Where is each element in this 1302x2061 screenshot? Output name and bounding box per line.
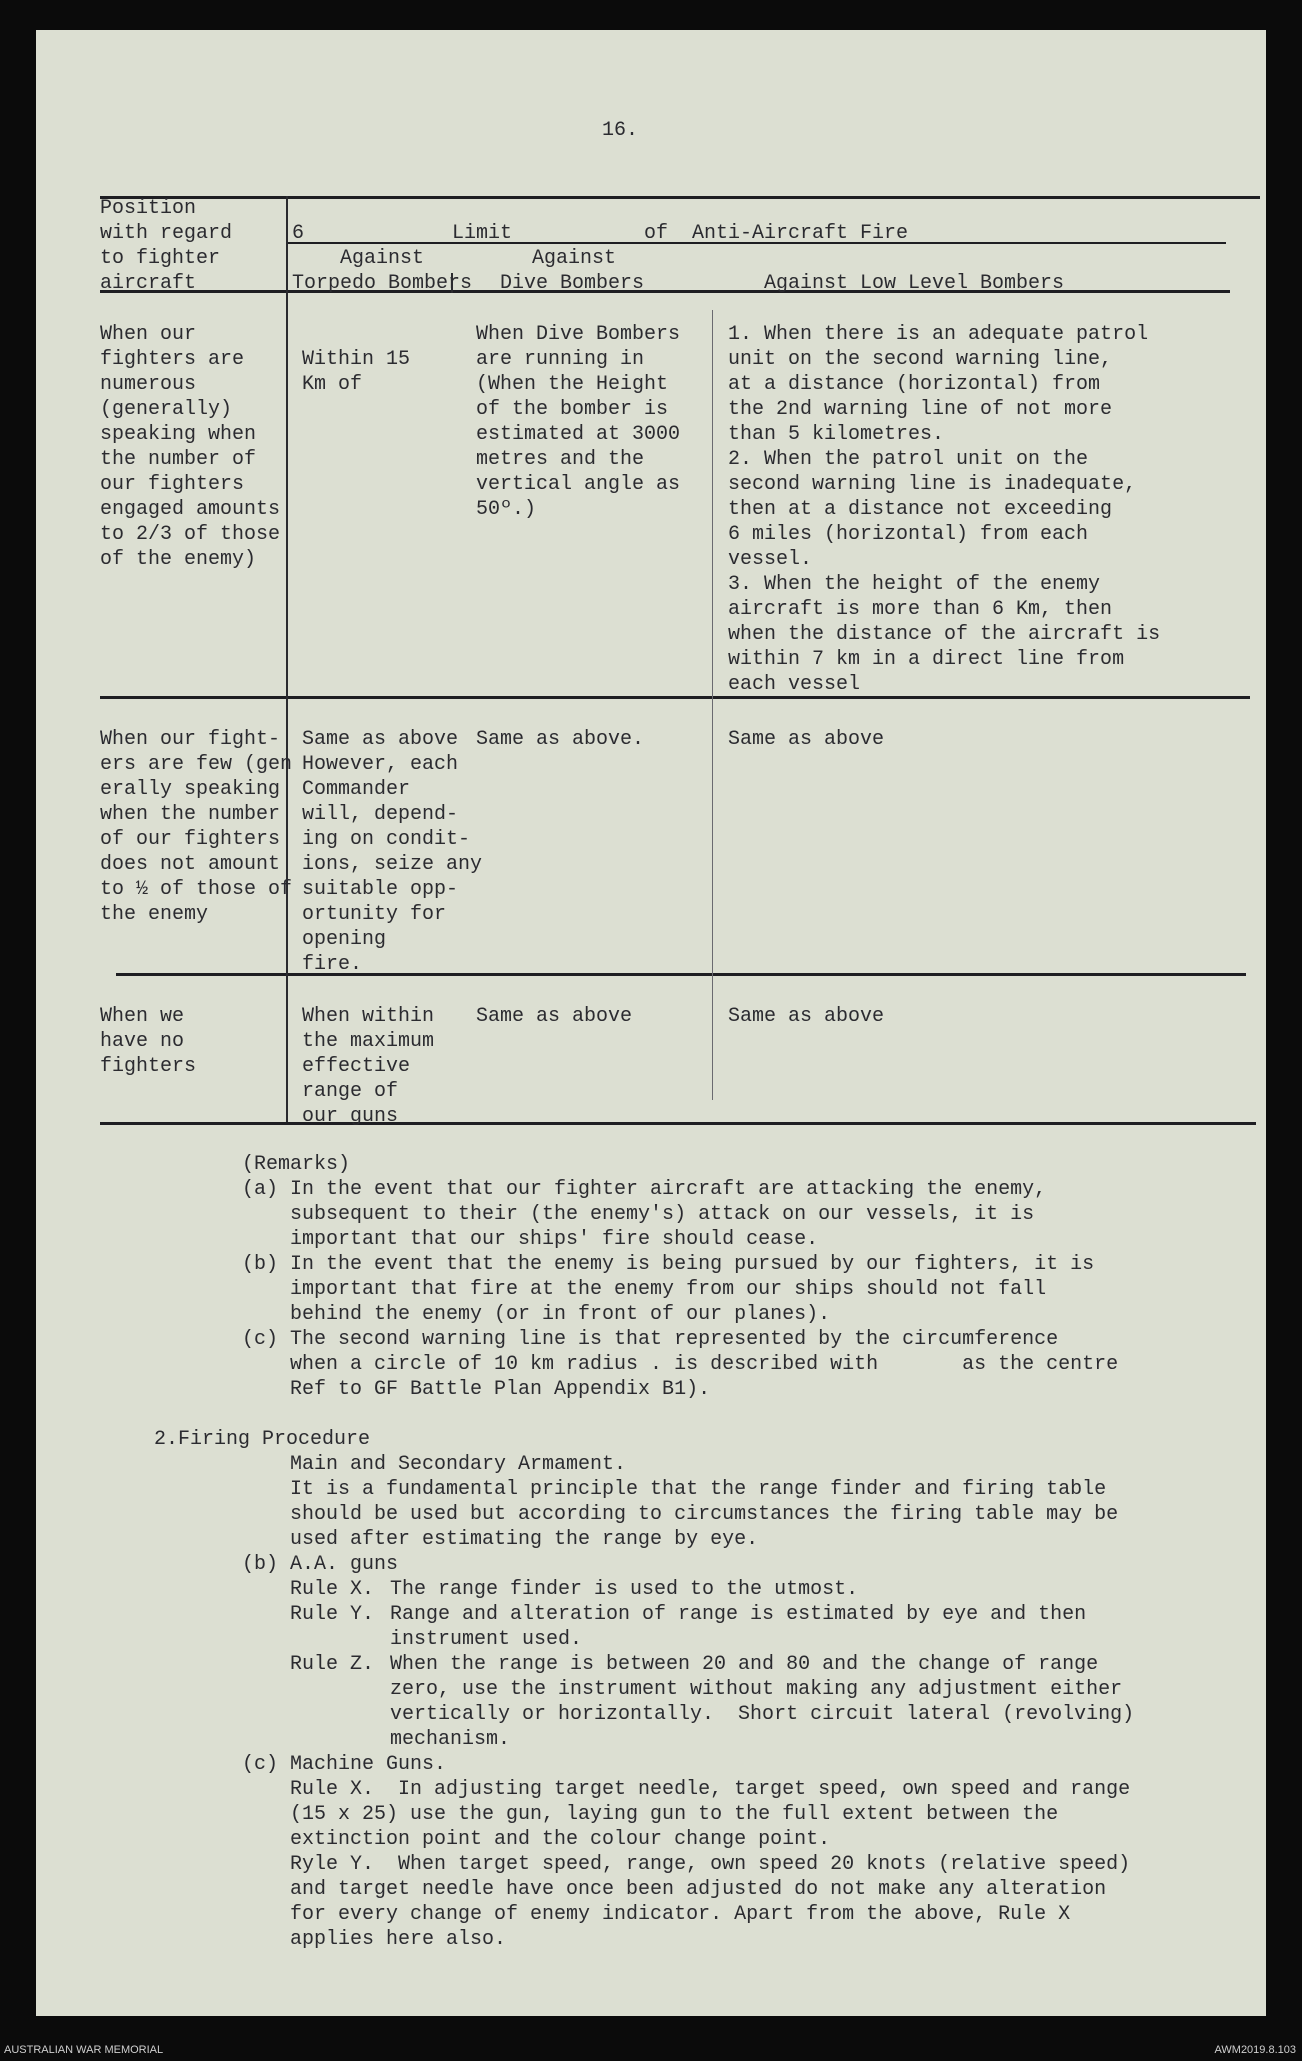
rule-label: Rule Y. xyxy=(290,1603,375,1626)
remark-line: subsequent to their (the enemy's) attack on our vessels, it is xyxy=(290,1203,1035,1226)
row2-col2-line: suitable opp- xyxy=(302,878,459,901)
row2-col2-line: ortunity for xyxy=(302,903,447,926)
row2-col1-line: of our fighters xyxy=(100,828,281,851)
row2-col1-line: the enemy xyxy=(100,903,209,926)
row1-col1-line: to 2/3 of those xyxy=(100,523,281,546)
header-title-anti-aircraft: of Anti-Aircraft Fire xyxy=(644,222,909,245)
main-line: It is a fundamental principle that the range finder and firing table xyxy=(290,1478,1107,1501)
row1-col3-line: (When the Height xyxy=(476,373,669,396)
rule-line: The range finder is used to the utmost. xyxy=(390,1578,859,1601)
row2-col3-line: Same as above. xyxy=(476,728,645,751)
row1-col4-line: each vessel xyxy=(728,673,861,696)
row1-col2-line: Within 15 xyxy=(302,348,411,371)
rule-line: instrument used. xyxy=(390,1628,583,1651)
remarks-heading: (Remarks) xyxy=(242,1153,351,1176)
mg-line: and target needle have once been adjusted do not make any alteration xyxy=(290,1878,1107,1901)
row2-col2-line: Commander xyxy=(302,778,411,801)
aa-title: A.A. guns xyxy=(290,1553,399,1576)
table-bottom-rule xyxy=(100,1122,1256,1125)
rule-line: Range and alteration of range is estimated by eye and then xyxy=(390,1603,1087,1626)
row3-col2-line: range of xyxy=(302,1080,399,1103)
row1-col3-line: metres and the xyxy=(476,448,645,471)
header-against-1: Against xyxy=(340,247,425,270)
row1-bottom-rule xyxy=(100,696,1250,699)
row2-col1-line: to ½ of those of xyxy=(100,878,293,901)
page-number: 16. xyxy=(602,119,639,142)
remark-line: In the event that our fighter aircraft are attacking the enemy, xyxy=(290,1178,1047,1201)
row3-col1-line: When we xyxy=(100,1005,185,1028)
row1-col4-line: unit on the second warning line, xyxy=(728,348,1113,371)
aa-label: (b) xyxy=(242,1553,279,1576)
row2-col2-line: ing on condit- xyxy=(302,828,471,851)
remark-line: behind the enemy (or in front of our planes). xyxy=(290,1303,831,1326)
row2-col1-line: does not amount xyxy=(100,853,281,876)
rule-line: mechanism. xyxy=(390,1728,511,1751)
row2-col2-line: opening xyxy=(302,928,387,951)
row2-col1-line: when the number xyxy=(100,803,281,826)
row2-col4-line: Same as above xyxy=(728,728,885,751)
remark-label: (c) xyxy=(242,1328,279,1351)
remark-line: In the event that the enemy is being pursued by our fighters, it is xyxy=(290,1253,1095,1276)
row1-col4-line: when the distance of the aircraft is xyxy=(728,623,1161,646)
mg-line: extinction point and the colour change point. xyxy=(290,1828,831,1851)
mg-line: applies here also. xyxy=(290,1928,507,1951)
remark-line: The second warning line is that represented by the circumference xyxy=(290,1328,1059,1351)
header-title-limit: Limit xyxy=(452,222,513,245)
row2-col2-line: Same as above xyxy=(302,728,459,751)
mg-title: Machine Guns. xyxy=(290,1753,447,1776)
rule-line: When the range is between 20 and 80 and the change of range xyxy=(390,1653,1099,1676)
row1-col4-line: 2. When the patrol unit on the xyxy=(728,448,1089,471)
row1-col1-line: of the enemy) xyxy=(100,548,257,571)
row1-col4-line: at a distance (horizontal) from xyxy=(728,373,1101,396)
row1-col1-line: engaged amounts xyxy=(100,498,281,521)
mg-line: Ryle Y. When target speed, range, own speed 20 knots (relative speed) xyxy=(290,1853,1131,1876)
rule-line: vertically or horizontally. Short circuit lateral (revolving) xyxy=(390,1703,1135,1726)
row3-col2-line: our guns xyxy=(302,1105,399,1128)
row1-col3-line: vertical angle as xyxy=(476,473,681,496)
table-top-rule xyxy=(100,196,1260,199)
remark-line: important that our ships' fire should cease. xyxy=(290,1228,819,1251)
row1-col4-line: second warning line is inadequate, xyxy=(728,473,1137,496)
row2-col2-line: ions, seize any xyxy=(302,853,483,876)
row1-col3-line: are running in xyxy=(476,348,645,371)
row1-col1-line: speaking when xyxy=(100,423,257,446)
row2-col1-line: erally speaking xyxy=(100,778,281,801)
firing-heading: 2.Firing Procedure xyxy=(154,1428,371,1451)
header-dive-bombers: Dive Bombers xyxy=(500,272,645,295)
header-torpedo-bombers: Torpedo Bombers xyxy=(292,272,473,295)
row2-col1-line: When our fight- xyxy=(100,728,281,751)
mg-label: (c) xyxy=(242,1753,279,1776)
document-page xyxy=(36,30,1266,2016)
footer-credit: AUSTRALIAN WAR MEMORIAL xyxy=(4,2044,164,2056)
header-position-line-3: to fighter xyxy=(100,247,221,270)
header-position-line-4: aircraft xyxy=(100,272,197,295)
row1-col4-line: than 5 kilometres. xyxy=(728,423,945,446)
row1-col3-line: estimated at 3000 xyxy=(476,423,681,446)
rule-label: Rule X. xyxy=(290,1578,375,1601)
header-position-line-1: Position xyxy=(100,197,197,220)
row3-col2-line: When within xyxy=(302,1005,435,1028)
row1-col1-line: our fighters xyxy=(100,473,245,496)
remark-line: Ref to GF Battle Plan Appendix B1). xyxy=(290,1378,711,1401)
rule-line: zero, use the instrument without making any adjustment either xyxy=(390,1678,1123,1701)
row1-col4-line: within 7 km in a direct line from xyxy=(728,648,1125,671)
rule-label: Rule Z. xyxy=(290,1653,375,1676)
footer-reference: AWM2019.8.103 xyxy=(1214,2044,1296,2056)
mg-line: for every change of enemy indicator. Apart from the above, Rule X xyxy=(290,1903,1071,1926)
mg-line: (15 x 25) use the gun, laying gun to the full extent between the xyxy=(290,1803,1059,1826)
row2-col2-line: fire. xyxy=(302,953,363,976)
row1-col1-line: When our xyxy=(100,323,197,346)
row1-col4-line: aircraft is more than 6 Km, then xyxy=(728,598,1113,621)
row2-col1-line: ers are few (gen xyxy=(100,753,293,776)
row1-col1-line: the number of xyxy=(100,448,257,471)
row2-col2-line: However, each xyxy=(302,753,459,776)
header-against-2: Against xyxy=(532,247,617,270)
row1-col1-line: fighters are xyxy=(100,348,245,371)
row3-col1-line: fighters xyxy=(100,1055,197,1078)
row3-col2-line: effective xyxy=(302,1055,411,1078)
remark-line: when a circle of 10 km radius . is described with as the centre xyxy=(290,1353,1119,1376)
row1-col4-line: vessel. xyxy=(728,548,813,571)
main-secondary-title: Main and Secondary Armament. xyxy=(290,1453,627,1476)
row1-col3-line: of the bomber is xyxy=(476,398,669,421)
mg-line: Rule X. In adjusting target needle, target speed, own speed and range xyxy=(290,1778,1131,1801)
header-low-level-bombers: Against Low Level Bombers xyxy=(764,272,1065,295)
row3-col1-line: have no xyxy=(100,1030,185,1053)
row1-col4-line: 6 miles (horizontal) from each xyxy=(728,523,1089,546)
main-line: used after estimating the range by eye. xyxy=(290,1528,759,1551)
header-position-line-2: with regard xyxy=(100,222,233,245)
row1-col4-line: then at a distance not exceeding xyxy=(728,498,1113,521)
row3-col4-line: Same as above xyxy=(728,1005,885,1028)
row1-col4-line: 3. When the height of the enemy xyxy=(728,573,1101,596)
row1-col3-line: When Dive Bombers xyxy=(476,323,681,346)
column-divider-1 xyxy=(286,196,288,1122)
row1-col4-line: 1. When there is an adequate patrol xyxy=(728,323,1149,346)
row1-col1-line: (generally) xyxy=(100,398,233,421)
row1-col4-line: the 2nd warning line of not more xyxy=(728,398,1113,421)
row3-col3-line: Same as above xyxy=(476,1005,633,1028)
row1-col2-line: Km of xyxy=(302,373,363,396)
row1-col3-line: 50º.) xyxy=(476,498,537,521)
column-divider-3 xyxy=(712,310,713,1100)
row3-col2-line: the maximum xyxy=(302,1030,435,1053)
row2-col2-line: will, depend- xyxy=(302,803,459,826)
main-line: should be used but according to circumstances the firing table may be xyxy=(290,1503,1119,1526)
row1-col1-line: numerous xyxy=(100,373,197,396)
header-title-6: 6 xyxy=(292,222,305,245)
remark-label: (a) xyxy=(242,1178,279,1201)
remark-label: (b) xyxy=(242,1253,279,1276)
remark-line: important that fire at the enemy from our ships should not fall xyxy=(290,1278,1047,1301)
